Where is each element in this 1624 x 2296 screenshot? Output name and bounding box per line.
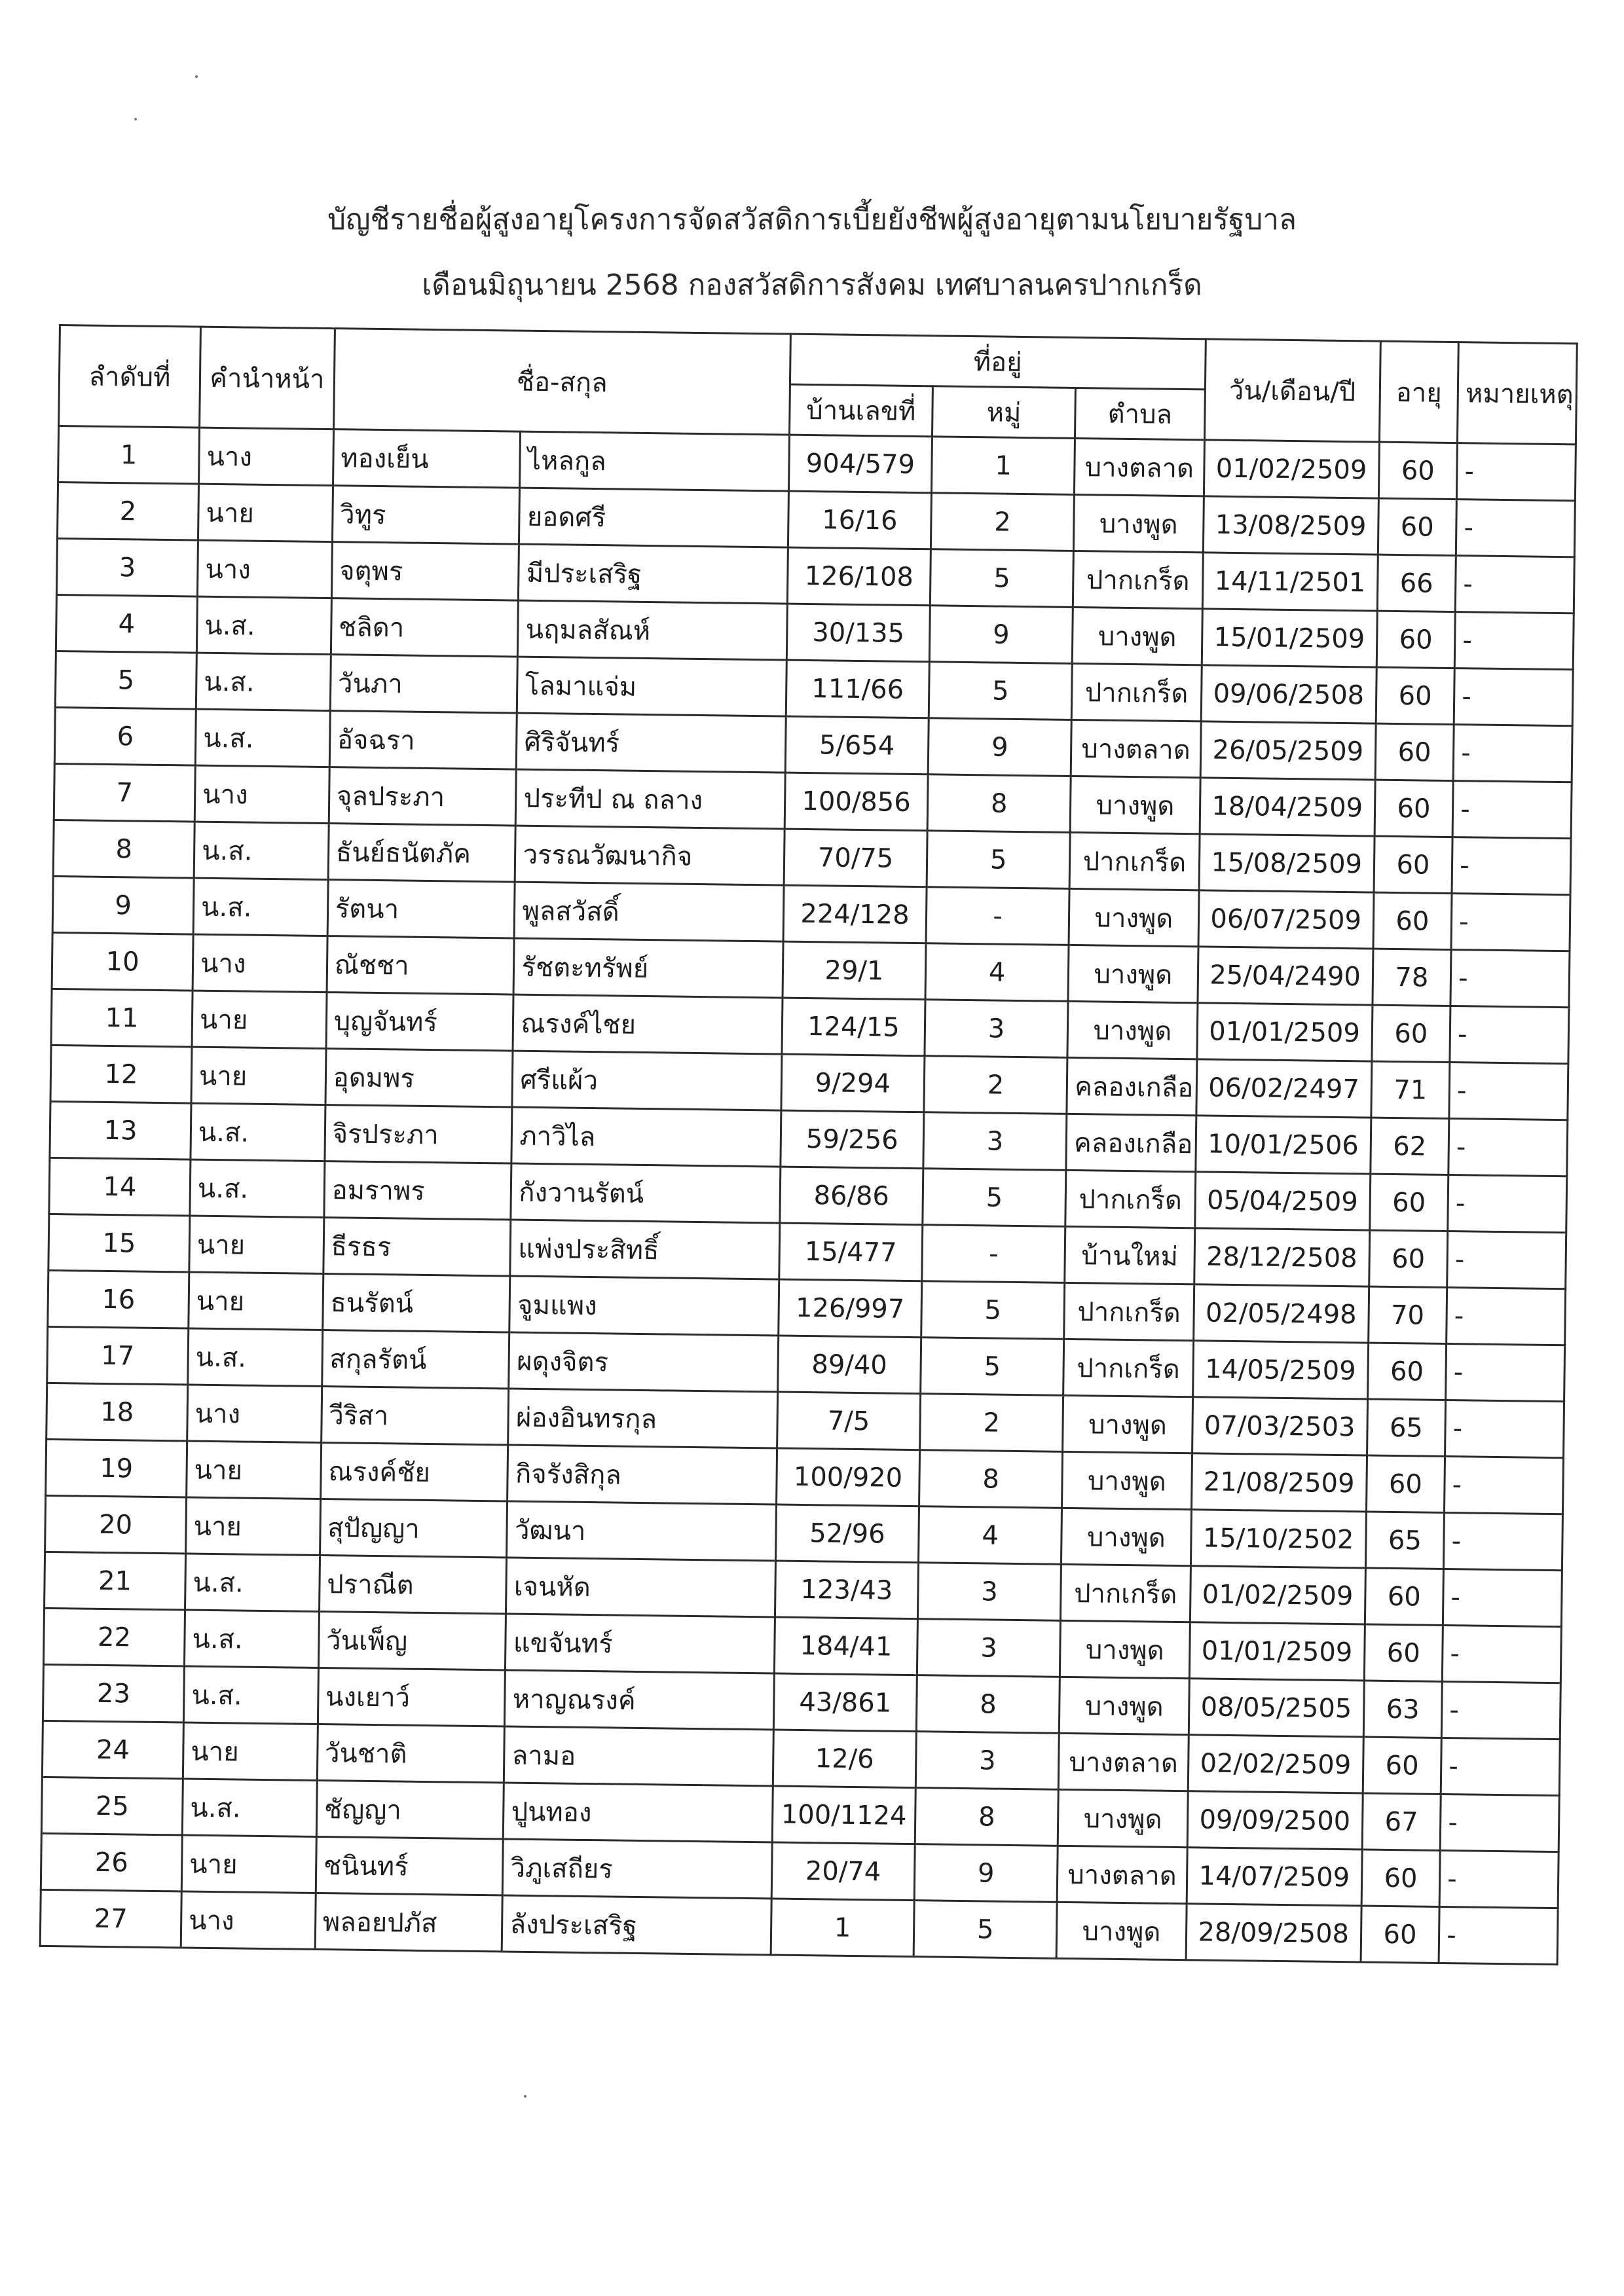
row-last-name: ปูนทอง (504, 1783, 773, 1842)
row-first-name: ธีรธร (323, 1218, 511, 1276)
row-number: 9 (52, 876, 194, 934)
row-tambon: บางพูด (1058, 1789, 1187, 1847)
row-house-number: 126/997 (779, 1279, 922, 1338)
row-age: 66 (1377, 555, 1456, 611)
header-prefix: คำนำหน้า (200, 327, 335, 429)
row-prefix: นาย (198, 484, 333, 541)
row-prefix: นาย (191, 1047, 326, 1104)
row-tambon: ปากเกร็ด (1065, 1170, 1195, 1228)
row-house-number: 123/43 (775, 1561, 918, 1619)
row-moo: 9 (929, 606, 1073, 664)
row-first-name: วีริสา (321, 1387, 509, 1445)
row-tambon: บางตลาด (1071, 720, 1200, 777)
row-first-name: ณัชชา (327, 936, 515, 994)
row-note: - (1452, 837, 1571, 895)
row-date-of-birth: 06/07/2509 (1198, 890, 1374, 949)
row-first-name: สกุลรัตน์ (322, 1330, 509, 1389)
row-note: - (1442, 1625, 1561, 1683)
row-moo: 9 (914, 1844, 1058, 1903)
row-moo: 4 (919, 1506, 1062, 1565)
row-house-number: 29/1 (783, 941, 926, 1000)
row-tambon: ปากเกร็ด (1073, 551, 1203, 608)
row-first-name: ทองเย็น (333, 429, 521, 488)
row-moo: 8 (927, 774, 1071, 833)
row-date-of-birth: 08/05/2505 (1189, 1679, 1364, 1737)
row-tambon: ปากเกร็ด (1071, 663, 1201, 721)
row-prefix: น.ส. (196, 596, 331, 654)
row-tambon: บางพูด (1062, 1451, 1192, 1509)
row-first-name: อัจฉรา (329, 711, 517, 769)
row-number: 27 (40, 1889, 181, 1948)
row-tambon: บางพูด (1068, 945, 1198, 1002)
row-number: 3 (56, 538, 198, 596)
row-date-of-birth: 13/08/2509 (1203, 496, 1378, 555)
row-prefix: นาย (183, 1722, 318, 1780)
row-date-of-birth: 25/04/2490 (1198, 947, 1373, 1005)
row-age: 78 (1373, 949, 1452, 1006)
row-number: 21 (45, 1552, 186, 1610)
row-note: - (1457, 443, 1576, 501)
row-date-of-birth: 21/08/2509 (1191, 1453, 1367, 1512)
row-moo: 9 (928, 718, 1071, 776)
row-age: 60 (1375, 780, 1454, 837)
row-first-name: ณรงค์ชัย (320, 1443, 508, 1501)
row-house-number: 184/41 (774, 1617, 917, 1675)
row-note: - (1444, 1512, 1563, 1570)
row-moo: 3 (917, 1563, 1061, 1621)
row-age: 60 (1372, 1005, 1451, 1062)
table-body (40, 426, 1576, 1965)
row-last-name: แขจันทร์ (506, 1614, 775, 1673)
row-last-name: เจนหัด (506, 1558, 775, 1617)
row-house-number: 5/654 (785, 716, 929, 774)
row-last-name: ไหลกูล (520, 431, 789, 491)
row-date-of-birth: 01/02/2509 (1190, 1566, 1365, 1624)
row-date-of-birth: 01/01/2509 (1197, 1003, 1373, 1061)
row-moo: 5 (921, 1281, 1065, 1339)
row-date-of-birth: 26/05/2509 (1200, 721, 1376, 780)
row-first-name: สุปัญญา (320, 1499, 507, 1558)
row-note: - (1454, 612, 1574, 670)
row-number: 14 (49, 1157, 191, 1216)
row-note: - (1450, 1006, 1569, 1064)
header-name: ชื่อ-สกุล (333, 329, 790, 435)
row-moo: 1 (931, 437, 1075, 495)
row-last-name: ผดุงจิตร (509, 1332, 778, 1392)
row-house-number: 86/86 (780, 1167, 923, 1225)
row-moo: 5 (913, 1901, 1057, 1959)
row-prefix: น.ส. (194, 822, 329, 879)
row-moo: - (926, 887, 1069, 945)
row-note: - (1454, 668, 1573, 726)
row-moo: 3 (915, 1732, 1059, 1790)
row-number: 8 (53, 820, 194, 878)
header-age: อายุ (1379, 341, 1458, 443)
row-note: - (1451, 894, 1570, 951)
row-age: 60 (1369, 1174, 1449, 1231)
row-prefix: น.ส. (196, 653, 331, 710)
row-prefix: นาย (187, 1441, 322, 1499)
row-last-name: รัชตะทรัพย์ (513, 938, 783, 998)
row-tambon: บางพูด (1067, 1001, 1197, 1059)
row-first-name: วันเพ็ญ (318, 1611, 506, 1669)
row-date-of-birth: 01/01/2509 (1189, 1622, 1365, 1681)
row-house-number: 89/40 (777, 1336, 921, 1394)
row-date-of-birth: 09/09/2500 (1187, 1791, 1363, 1850)
row-last-name: มีประเสริฐ (519, 544, 788, 604)
row-first-name: อมราพร (324, 1161, 512, 1220)
row-prefix: นาง (181, 1891, 316, 1949)
row-note: - (1449, 1063, 1568, 1120)
row-note: - (1455, 556, 1574, 613)
row-first-name: ชนินทร์ (316, 1836, 504, 1895)
row-note: - (1452, 781, 1572, 839)
row-first-name: อุดมพร (325, 1049, 513, 1107)
row-house-number: 16/16 (788, 491, 931, 549)
row-house-number: 52/96 (775, 1504, 919, 1563)
header-house: บ้านเลขที่ (789, 384, 932, 437)
row-moo: 3 (923, 1112, 1067, 1171)
row-number: 19 (46, 1439, 187, 1497)
row-last-name: ณรงค์ไชย (513, 994, 782, 1054)
row-house-number: 30/135 (786, 604, 930, 662)
row-date-of-birth: 28/09/2508 (1186, 1904, 1361, 1962)
row-tambon: บ้านใหม่ (1065, 1226, 1194, 1284)
row-age: 60 (1361, 1906, 1440, 1963)
row-note: - (1448, 1175, 1567, 1233)
row-moo: 8 (916, 1675, 1060, 1734)
header-note: หมายเหตุ (1458, 342, 1578, 445)
row-last-name: ศิริจันทร์ (517, 713, 786, 773)
row-house-number: 15/477 (779, 1223, 923, 1281)
header-dob: วัน/เดือน/ปี (1204, 339, 1380, 442)
row-first-name: นงเยาว์ (318, 1667, 506, 1726)
row-number: 18 (46, 1383, 188, 1441)
row-moo: - (922, 1225, 1065, 1283)
row-date-of-birth: 14/05/2509 (1192, 1341, 1368, 1399)
document-subtitle: เดือนมิถุนายน 2568 กองสวัสดิการสังคม เทศบาลนครปากเกร็ด (422, 268, 1202, 302)
row-first-name: ธนรัตน์ (322, 1274, 510, 1332)
row-note: - (1447, 1288, 1566, 1345)
row-note: - (1445, 1400, 1564, 1457)
row-moo: 3 (925, 1000, 1068, 1058)
row-date-of-birth: 01/02/2509 (1204, 440, 1379, 498)
row-last-name: ผ่องอินทรกุล (508, 1389, 777, 1448)
header-tambon: ตำบล (1075, 388, 1205, 439)
row-house-number: 1 (771, 1899, 914, 1957)
row-moo: 2 (931, 493, 1074, 551)
row-number: 24 (42, 1721, 183, 1779)
elderly-list-table (39, 324, 1578, 1965)
row-prefix: นาง (194, 765, 329, 823)
row-first-name: ธันย์ธนัตภัค (328, 824, 516, 882)
row-age: 60 (1361, 1850, 1441, 1906)
row-age: 60 (1369, 1230, 1448, 1287)
row-last-name: พูลสวัสดิ์ (515, 882, 784, 941)
row-prefix: น.ส. (183, 1666, 318, 1724)
row-date-of-birth: 10/01/2506 (1195, 1116, 1371, 1174)
row-number: 7 (54, 763, 195, 822)
row-first-name: วันชาติ (317, 1724, 505, 1782)
row-first-name: จุลประภา (329, 767, 517, 826)
row-prefix: น.ส. (191, 1103, 325, 1161)
row-moo: 5 (927, 831, 1070, 889)
row-prefix: นาง (199, 428, 334, 485)
row-tambon: บางตลาด (1057, 1846, 1187, 1903)
row-number: 13 (50, 1101, 191, 1159)
row-last-name: แพ่งประสิทธิ์ (510, 1220, 779, 1279)
row-moo: 8 (915, 1788, 1058, 1846)
row-age: 60 (1376, 667, 1455, 724)
row-age: 71 (1371, 1061, 1450, 1118)
row-last-name: นฤมลสัณห์ (518, 600, 787, 660)
row-last-name: ลามอ (504, 1726, 773, 1786)
row-number: 26 (41, 1833, 182, 1891)
row-age: 65 (1365, 1512, 1445, 1569)
row-prefix: นาย (189, 1272, 323, 1330)
row-tambon: บางพูด (1074, 494, 1204, 552)
row-number: 4 (56, 594, 197, 653)
row-house-number: 904/579 (788, 435, 932, 493)
header-moo: หมู่ (932, 386, 1076, 439)
row-moo: 2 (924, 1056, 1067, 1114)
row-age: 63 (1363, 1681, 1443, 1738)
row-note: - (1446, 1344, 1565, 1402)
row-first-name: จตุพร (331, 542, 519, 600)
row-tambon: บางพูด (1060, 1677, 1189, 1734)
row-moo: 8 (919, 1450, 1063, 1508)
row-number: 20 (45, 1495, 187, 1554)
row-house-number: 7/5 (777, 1392, 920, 1450)
row-note: - (1447, 1231, 1566, 1289)
row-moo: 3 (917, 1619, 1060, 1677)
row-last-name: กังวานรัตน์ (511, 1163, 780, 1223)
row-note: - (1453, 725, 1572, 782)
row-age: 70 (1368, 1286, 1447, 1343)
row-tambon: บางพูด (1070, 776, 1200, 833)
row-age: 62 (1370, 1118, 1449, 1175)
row-house-number: 9/294 (781, 1054, 925, 1112)
row-date-of-birth: 14/07/2509 (1187, 1848, 1362, 1906)
row-date-of-birth: 02/02/2509 (1188, 1735, 1363, 1793)
row-house-number: 126/108 (787, 547, 931, 606)
row-tambon: คลองเกลือ (1067, 1057, 1196, 1115)
row-house-number: 20/74 (771, 1842, 915, 1901)
row-prefix: น.ส. (195, 709, 330, 767)
row-first-name: ปราณีต (319, 1556, 507, 1614)
row-last-name: ลังประเสริฐ (502, 1895, 771, 1955)
scan-speck (524, 2095, 526, 2098)
row-tambon: บางตลาด (1075, 438, 1204, 496)
row-age: 60 (1375, 723, 1454, 780)
row-first-name: รัตนา (327, 880, 515, 938)
row-prefix: น.ส. (188, 1328, 323, 1386)
row-note: - (1441, 1681, 1560, 1739)
row-number: 22 (43, 1608, 185, 1666)
row-house-number: 100/1124 (772, 1786, 915, 1844)
row-date-of-birth: 15/10/2502 (1190, 1510, 1366, 1568)
row-moo: 5 (923, 1169, 1066, 1227)
row-house-number: 224/128 (783, 885, 927, 943)
row-date-of-birth: 07/03/2503 (1192, 1397, 1367, 1455)
row-age: 60 (1376, 611, 1456, 668)
row-first-name: ชลิดา (331, 598, 519, 657)
row-house-number: 124/15 (782, 998, 925, 1056)
row-age: 60 (1366, 1455, 1445, 1512)
row-last-name: วรรณวัฒนากิจ (515, 826, 784, 885)
row-number: 11 (51, 989, 193, 1047)
row-last-name: ภาวิไล (511, 1107, 781, 1167)
row-moo: 5 (929, 662, 1072, 720)
row-note: - (1443, 1569, 1562, 1626)
row-moo: 4 (925, 943, 1069, 1002)
row-house-number: 111/66 (786, 660, 929, 718)
row-first-name: พลอยปภัส (315, 1893, 503, 1951)
row-tambon: ปากเกร็ด (1064, 1283, 1194, 1340)
row-last-name: หาญณรงค์ (505, 1670, 774, 1730)
row-first-name: ชัญญา (316, 1780, 504, 1838)
row-moo: 2 (920, 1394, 1063, 1452)
row-number: 1 (58, 426, 200, 484)
row-number: 17 (47, 1326, 189, 1385)
row-last-name: โลมาแจ่ม (517, 657, 786, 716)
row-prefix: น.ส. (190, 1159, 325, 1217)
row-tambon: บางพูด (1061, 1508, 1191, 1565)
row-number: 10 (52, 932, 193, 991)
scan-speck (134, 118, 137, 120)
row-note: - (1440, 1794, 1559, 1851)
row-age: 60 (1378, 442, 1458, 499)
row-prefix: นาย (189, 1216, 324, 1273)
row-age: 60 (1364, 1624, 1443, 1681)
row-house-number: 70/75 (784, 829, 927, 887)
row-first-name: วันภา (330, 655, 518, 713)
row-tambon: บางพูด (1063, 1395, 1192, 1453)
row-note: - (1449, 1119, 1568, 1176)
row-last-name: กิจรังสิกุล (507, 1445, 777, 1504)
row-note: - (1441, 1738, 1560, 1795)
row-prefix: นาง (187, 1385, 322, 1442)
row-date-of-birth: 28/12/2508 (1194, 1228, 1369, 1286)
row-prefix: นาย (192, 991, 327, 1048)
row-house-number: 59/256 (781, 1110, 924, 1169)
row-last-name: ประทีป ณ ถลาง (516, 769, 785, 829)
row-last-name: ยอดศรี (519, 488, 788, 547)
row-number: 5 (55, 651, 196, 709)
row-prefix: นาง (193, 934, 327, 992)
row-moo: 5 (921, 1338, 1064, 1396)
row-note: - (1450, 950, 1570, 1008)
row-number: 23 (43, 1664, 184, 1722)
row-number: 2 (57, 483, 198, 541)
header-no: ลำดับที่ (59, 325, 201, 428)
row-age: 60 (1365, 1568, 1444, 1625)
header-address: ที่อยู่ (790, 334, 1206, 390)
document-title: บัญชีรายชื่อผู้สูงอายุโครงการจัดสวัสดิการเบี้ยยังชีพผู้สูงอายุตามนโยบายรัฐบาล (327, 203, 1297, 236)
row-prefix: นาย (186, 1497, 321, 1555)
row-moo: 5 (930, 549, 1073, 608)
row-date-of-birth: 15/01/2509 (1202, 609, 1377, 667)
row-age: 60 (1374, 836, 1453, 893)
scan-speck (195, 75, 198, 78)
row-tambon: คลองเกลือ (1066, 1114, 1196, 1171)
row-tambon: ปากเกร็ด (1063, 1339, 1193, 1396)
row-first-name: จิรประภา (325, 1105, 513, 1163)
row-prefix: นาง (197, 540, 332, 598)
row-prefix: น.ส. (185, 1610, 320, 1667)
row-house-number: 100/856 (784, 773, 928, 831)
row-tambon: บางพูด (1073, 607, 1202, 665)
row-tambon: บางพูด (1069, 888, 1198, 946)
row-tambon: ปากเกร็ด (1069, 832, 1199, 890)
row-house-number: 12/6 (773, 1730, 916, 1788)
row-number: 6 (54, 707, 196, 765)
row-date-of-birth: 06/02/2497 (1196, 1059, 1372, 1118)
row-prefix: น.ส. (193, 878, 328, 936)
row-date-of-birth: 02/05/2498 (1193, 1285, 1369, 1343)
row-note: - (1439, 1906, 1558, 1964)
row-note: - (1439, 1850, 1559, 1908)
row-last-name: ศรีแผ้ว (512, 1051, 781, 1110)
row-tambon: บางพูด (1060, 1620, 1190, 1678)
row-prefix: นาย (181, 1835, 316, 1893)
row-tambon: ปากเกร็ด (1061, 1564, 1190, 1622)
row-prefix: น.ส. (185, 1554, 320, 1611)
table-header (59, 325, 1578, 445)
row-house-number: 100/920 (776, 1448, 919, 1506)
row-tambon: บางพูด (1056, 1902, 1186, 1959)
row-date-of-birth: 09/06/2508 (1201, 665, 1376, 723)
row-number: 12 (50, 1045, 192, 1103)
row-first-name: บุญจันทร์ (326, 993, 514, 1051)
row-number: 25 (41, 1777, 183, 1835)
row-number: 15 (48, 1214, 190, 1272)
row-age: 67 (1362, 1793, 1441, 1850)
row-age: 65 (1367, 1399, 1446, 1456)
row-note: - (1456, 500, 1575, 557)
row-number: 16 (48, 1270, 189, 1328)
row-prefix: น.ส. (182, 1779, 317, 1836)
row-age: 60 (1378, 498, 1457, 555)
row-first-name: วิทูร (332, 486, 520, 544)
row-date-of-birth: 05/04/2509 (1194, 1172, 1370, 1230)
row-age: 60 (1367, 1343, 1447, 1400)
row-tambon: บางตลาด (1058, 1733, 1188, 1791)
row-date-of-birth: 14/11/2501 (1202, 553, 1378, 611)
row-house-number: 43/861 (773, 1673, 917, 1732)
row-last-name: วัฒนา (507, 1501, 776, 1561)
row-last-name: จูมแพง (509, 1276, 779, 1336)
row-last-name: วิภูเสถียร (503, 1839, 772, 1899)
row-note: - (1445, 1456, 1564, 1514)
row-age: 60 (1373, 892, 1452, 949)
row-date-of-birth: 18/04/2509 (1200, 778, 1375, 836)
row-age: 60 (1363, 1737, 1442, 1794)
row-date-of-birth: 15/08/2509 (1199, 834, 1375, 892)
